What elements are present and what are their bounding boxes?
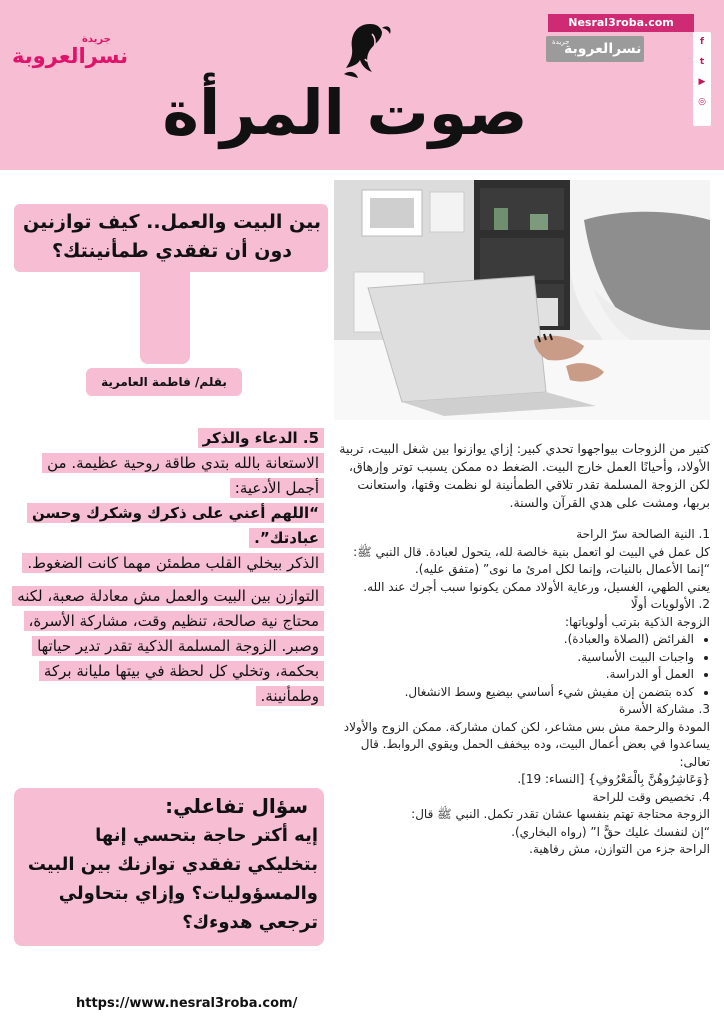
site-url-link[interactable]: https://www.nesral3roba.com/ xyxy=(76,996,298,1011)
newspaper-logo[interactable] xyxy=(12,34,128,74)
intro-paragraph: كتير من الزوجات بيواجهوا تحدي كبير: إزاي يوازنوا بين شغل البيت، تربية الأولاد، وأحيانًا العمل خارج البيت. الضغط ده ممكن يسبب توتر وإرهاق، لكن الزوجة المسلمة تقدر تلاقي الطمأنينة لو نظمت وقتها، واستعانت بربها، ومشت على هدي القرآن والسنة. xyxy=(339,441,710,510)
section-1-hadith: “إنما الأعمال بالنيات، وإنما لكل امرئ ما نوى” (متفق عليه). xyxy=(414,562,710,576)
section-3-title: 3. مشاركة الأسرة xyxy=(619,702,710,716)
list-item: • واجبات البيت الأساسية. xyxy=(334,649,694,667)
priorities-list xyxy=(334,631,710,701)
title-bubble-stem xyxy=(140,268,190,364)
twitter-icon[interactable]: t xyxy=(699,57,705,67)
logo-secondary-name: نسرالعروبة xyxy=(564,41,642,57)
list-item: • كده بتضمن إن مفيش شيء أساسي بيضيع وسط الانشغال. xyxy=(334,684,694,702)
section-2-title: 2. الأولويات أولًا xyxy=(630,597,710,611)
magazine-title: صوت المرأة xyxy=(162,76,528,149)
section-4-text: الزوجة محتاجة تهتم بنفسها عشان تقدر تكمل. النبي ﷺ قال: xyxy=(411,807,710,821)
right-column xyxy=(334,440,710,859)
logo-name: نسرالعروبة xyxy=(12,44,128,68)
section-1-text: كل عمل في البيت لو اتعمل بنية خالصة لله، يتحول لعبادة. قال النبي ﷺ: xyxy=(353,544,710,559)
question-title: سؤال تفاعلي: xyxy=(165,794,308,818)
youtube-icon[interactable]: ▶ xyxy=(698,77,706,87)
author-byline: بقلم/ فاطمة العامرية xyxy=(101,375,227,389)
conclusion-text: التوازن بين البيت والعمل مش معادلة صعبة، لكنه محتاج نية صالحة، تنظيم وقت، مشاركة الأسرة، وصبر. الزوجة المسلمة الذكية تقدر تدير حياتها بحكمة، وتخلي كل لحظة في بيتها مليانة بركة وطمأنينة. xyxy=(12,586,324,706)
section-3-text: المودة والرحمة مش بس مشاعر، لكن كمان مشاركة. ممكن الزوج والأولاد يساعدوا في بعض أعمال البيت، وده بيخفف الحمل ويقوي الروابط. قال تعالى: xyxy=(343,719,710,769)
section-5-title: 5. الدعاء والذكر xyxy=(198,428,324,448)
article-title: بين البيت والعمل.. كيف توازنين دون أن تفقدي طمأنينتك؟ xyxy=(23,211,321,262)
article-photo xyxy=(334,180,710,420)
section-3-ayah: {وَعَاشِرُوهُنَّ بِالْمَعْرُوفِ} [النساء: 19]. xyxy=(517,772,710,786)
section-1-title: 1. النية الصالحة سرّ الراحة xyxy=(576,527,710,541)
left-column xyxy=(12,426,324,709)
social-bar xyxy=(693,32,711,126)
section-4-after: الراحة جزء من التوازن، مش رفاهية. xyxy=(529,842,710,856)
site-badge[interactable]: Nesral3roba.com xyxy=(548,14,694,32)
section-2-text: الزوجة الذكية بترتب أولوياتها: xyxy=(564,614,710,629)
section-5-dua: “اللهم أعني على ذكرك وشكرك وحسن عبادتك”. xyxy=(27,503,324,548)
question-text: إيه أكتر حاجة بتحسي إنها بتخليكي تفقدي توازنك بين البيت والمسؤوليات؟ وإزاي بتحاولي ترجعي هدوءك؟ xyxy=(27,825,318,933)
instagram-icon[interactable]: ◎ xyxy=(698,97,706,107)
section-5-after: الذكر بيخلي القلب مطمئن مهما كانت الضغوط. xyxy=(22,553,324,573)
logo-small-label: جريدة xyxy=(82,34,111,45)
logo-secondary-small: جريدة xyxy=(552,38,570,46)
section-5-text: الاستعانة بالله بتدي طاقة روحية عظيمة. من أجمل الأدعية: xyxy=(42,453,324,498)
newspaper-logo-secondary[interactable] xyxy=(546,36,644,62)
interactive-question xyxy=(22,792,318,937)
facebook-icon[interactable]: f xyxy=(700,37,704,47)
header-banner xyxy=(0,0,724,170)
section-4-hadith: “إن لنفسك عليك حقًّ ا” (رواه البخاري). xyxy=(511,824,710,839)
section-1-after: يعني الطهي، الغسيل، ورعاية الأولاد ممكن يكونوا سبب أجرك عند الله. xyxy=(363,579,710,594)
list-item: • العمل أو الدراسة. xyxy=(334,666,694,684)
section-4-title: 4. تخصيص وقت للراحة xyxy=(592,789,710,804)
list-item: • الفرائض (الصلاة والعبادة). xyxy=(334,631,694,649)
